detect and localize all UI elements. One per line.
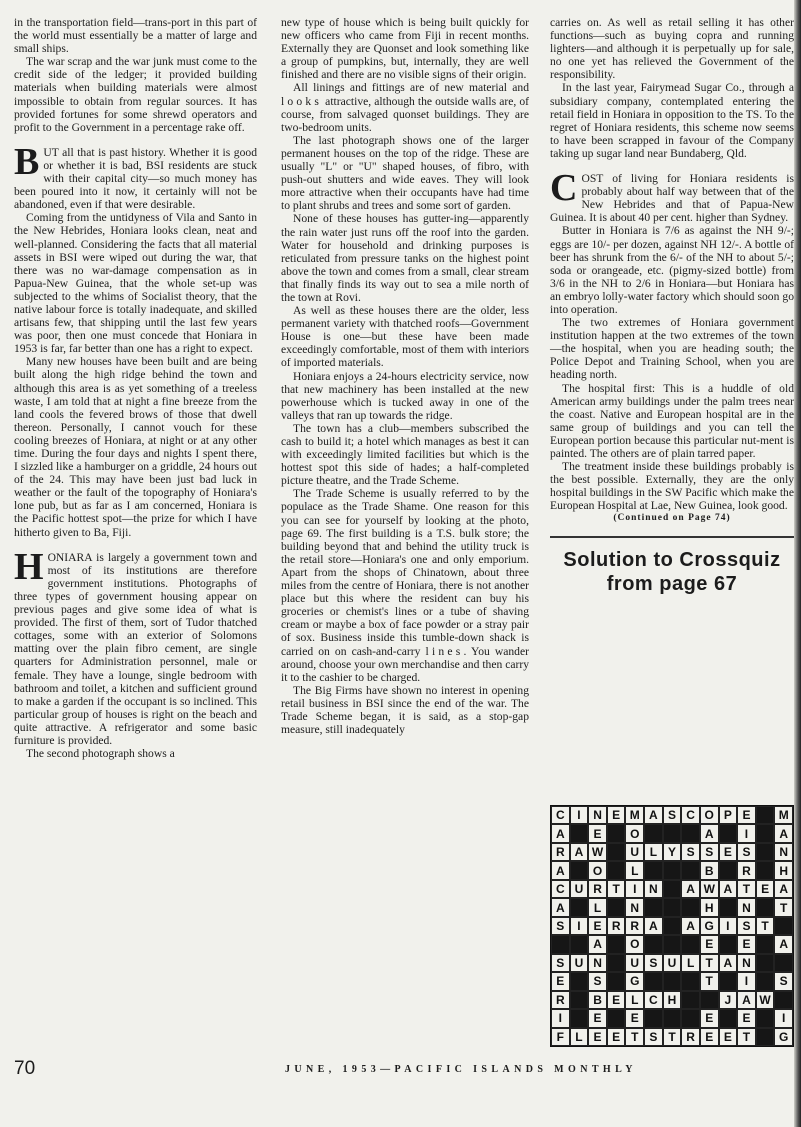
crossword-black-cell xyxy=(756,1009,775,1027)
paragraph: OST of living for Honiara residents is probably about half way between that of the New Hebrides and that of Papua-New Guinea. It is about 40 per cent. higher than Sydney. xyxy=(550,172,794,225)
crossword-black-cell xyxy=(756,954,775,972)
crossword-letter-cell: H xyxy=(700,898,719,916)
crossword-letter-cell: N xyxy=(588,954,607,972)
crossword-black-cell xyxy=(663,861,682,879)
crossword-letter-cell: I xyxy=(570,806,589,824)
paragraph: Butter in Honiara is 7/6 as against the NH 9/-; eggs are 10/- per dozen, against NH 12/-. A bottle of beer has shrunk from the 6/- of the NH to about 5/-; soda or orangeade, etc. (pigmy-sized bottle) from 3/6 in the NH to 2/6 in Honiara—but Honiara has an embryo lolly-water factory which should soon go into operation. xyxy=(550,224,794,316)
crossword-letter-cell: L xyxy=(644,843,663,861)
crossword-letter-cell: A xyxy=(774,880,793,898)
crossword-letter-cell: S xyxy=(737,917,756,935)
crossword-black-cell xyxy=(719,1009,738,1027)
crossword-black-cell xyxy=(607,972,626,990)
crossword-letter-cell: S xyxy=(551,954,570,972)
crossword-black-cell xyxy=(607,935,626,953)
spaced-word: looks xyxy=(281,94,323,108)
crossword-black-cell xyxy=(663,824,682,842)
crossword-letter-cell: E xyxy=(719,843,738,861)
crossword-black-cell xyxy=(681,898,700,916)
drop-cap: B xyxy=(14,140,40,183)
crossword-black-cell xyxy=(607,954,626,972)
crossword-black-cell xyxy=(570,898,589,916)
crossword-letter-cell: N xyxy=(644,880,663,898)
crossword-letter-cell: T xyxy=(663,1028,682,1046)
crossword-black-cell xyxy=(756,935,775,953)
crossword-letter-cell: E xyxy=(737,935,756,953)
crossword-letter-cell: E xyxy=(737,1009,756,1027)
crossword-letter-cell: E xyxy=(700,935,719,953)
crossword-letter-cell: G xyxy=(774,1028,793,1046)
crossword-letter-cell: A xyxy=(719,954,738,972)
crossword-black-cell xyxy=(551,935,570,953)
crossword-black-cell xyxy=(719,935,738,953)
crossword-letter-cell: R xyxy=(737,861,756,879)
crossword-letter-cell: H xyxy=(663,991,682,1009)
crossword-black-cell xyxy=(681,861,700,879)
crossword-letter-cell: N xyxy=(625,898,644,916)
crossword-letter-cell: S xyxy=(663,806,682,824)
crossword-black-cell xyxy=(774,954,793,972)
crossword-black-cell xyxy=(607,861,626,879)
crossword-black-cell xyxy=(570,991,589,1009)
crossword-letter-cell: E xyxy=(625,1009,644,1027)
crossword-black-cell xyxy=(719,824,738,842)
crossword-letter-cell: E xyxy=(700,1009,719,1027)
crossword-black-cell xyxy=(570,824,589,842)
crossword-letter-cell: H xyxy=(774,861,793,879)
crossword-letter-cell: I xyxy=(719,917,738,935)
crossword-letter-cell: R xyxy=(681,1028,700,1046)
crossword-letter-cell: I xyxy=(737,972,756,990)
crossword-letter-cell: I xyxy=(570,917,589,935)
crossword-black-cell xyxy=(644,861,663,879)
crossword-letter-cell: L xyxy=(625,861,644,879)
crossword-black-cell xyxy=(756,972,775,990)
crossword-black-cell xyxy=(681,991,700,1009)
crossword-letter-cell: S xyxy=(551,917,570,935)
section-but xyxy=(14,140,257,539)
crossword-letter-cell: T xyxy=(774,898,793,916)
crossword-black-cell xyxy=(663,972,682,990)
crossword-letter-cell: A xyxy=(551,898,570,916)
crossword-letter-cell: R xyxy=(588,880,607,898)
text-run: . You wander around, choose your own merchandise and then carry it to the cashier to be charged. xyxy=(281,644,529,684)
crossword-letter-cell: O xyxy=(625,935,644,953)
paragraph: in the transportation field—trans-port in this part of the world must essentially be a matter of large and small ships. xyxy=(14,16,257,56)
crossword-letter-cell: A xyxy=(737,991,756,1009)
crossword-black-cell xyxy=(663,898,682,916)
paragraph: Honiara enjoys a 24-hours electricity service, now that new machinery has been installed at the new powerhouse which is tucked away in one of the valleys that ran up towards the ridge. xyxy=(281,369,529,422)
paragraph: The Big Firms have shown no interest in opening retail business in BSI since the end of the war. The Trade Scheme began, it is said, as a stop-gap measure, still inadequately xyxy=(281,683,529,737)
crossword-black-cell xyxy=(719,898,738,916)
article-column-3 xyxy=(550,16,794,596)
crossword-letter-cell: R xyxy=(607,917,626,935)
drop-cap: C xyxy=(550,167,578,210)
crossword-letter-cell: U xyxy=(663,954,682,972)
paragraph xyxy=(281,487,529,683)
crossword-letter-cell: Y xyxy=(663,843,682,861)
crossword-black-cell xyxy=(700,991,719,1009)
crossword-black-cell xyxy=(607,824,626,842)
crossword-black-cell xyxy=(644,824,663,842)
text-run: attractive, although the outside walls are, of course, from salvaged quonset buildings. They are two-bedroom units. xyxy=(281,94,529,134)
crossword-black-cell xyxy=(756,1028,775,1046)
crossword-letter-cell: R xyxy=(551,843,570,861)
crossword-letter-cell: I xyxy=(551,1009,570,1027)
crossword-letter-cell: L xyxy=(570,1028,589,1046)
crossword-letter-cell: S xyxy=(644,1028,663,1046)
crossword-letter-cell: M xyxy=(774,806,793,824)
crossword-letter-cell: E xyxy=(607,806,626,824)
crossword-letter-cell: A xyxy=(551,824,570,842)
page-number: 70 xyxy=(14,1058,36,1079)
crossword-letter-cell: B xyxy=(700,861,719,879)
paragraph: The two extremes of Honiara government institution happen at the two extremes of the town—the hospital, when you are heading south; the Police Depot and Training School, when you are heading north. xyxy=(550,316,794,382)
solution-title-line1: Solution to Crossquiz xyxy=(563,548,781,571)
paragraph: Many new houses have been built and are being built along the high ridge behind the town and although this area is as yet something of a treeless waste, I am told that at night a fine breeze from the land cools the fevered brows of those that dwell thereon. Personally, I cannot vouch for these cooling breezes of Honiara, at night or at any other time. During the four days and nights I spent there, I sizzled like a hamburger on a griddle, 24 hours out of the 24. This may have been just bad luck in weather or the fault of the topography of Honiara's lone pub, but as far as I am concerned, Honiara is the Pacific hottest spot—the prize for which I have hitherto given to Ba, Fiji. xyxy=(14,355,257,539)
crossword-letter-cell: S xyxy=(774,972,793,990)
crossword-black-cell xyxy=(570,972,589,990)
crossword-letter-cell: C xyxy=(551,806,570,824)
paragraph: None of these houses has gutter-ing—apparently the rain water just runs off the roof into the garden. Water for household and drinking purposes is reticulated from pressure tanks on the highest point above the town and comes from a small, clear stream that finally finds its way out to sea a mile north of the town at Rovi. xyxy=(281,212,529,304)
crossword-letter-cell: S xyxy=(588,972,607,990)
crossword-letter-cell: W xyxy=(700,880,719,898)
crossword-letter-cell: U xyxy=(570,880,589,898)
drop-cap: H xyxy=(14,545,44,588)
crossword-letter-cell: E xyxy=(607,1028,626,1046)
crossword-letter-cell: N xyxy=(588,806,607,824)
crossword-letter-cell: N xyxy=(774,843,793,861)
crossword-letter-cell: O xyxy=(588,861,607,879)
crossword-letter-cell: A xyxy=(644,917,663,935)
crossword-black-cell xyxy=(570,935,589,953)
crossword-letter-cell: E xyxy=(588,824,607,842)
crossword-black-cell xyxy=(663,880,682,898)
crossword-letter-cell: T xyxy=(737,880,756,898)
solution-title xyxy=(550,548,794,596)
crossword-black-cell xyxy=(607,1009,626,1027)
spaced-word: lines xyxy=(425,644,464,658)
crossword-black-cell xyxy=(756,898,775,916)
divider xyxy=(550,536,794,538)
crossword-black-cell xyxy=(663,917,682,935)
crossword-black-cell xyxy=(681,1009,700,1027)
crossword-letter-cell: C xyxy=(551,880,570,898)
crossword-black-cell xyxy=(681,824,700,842)
crossword-letter-cell: P xyxy=(719,806,738,824)
crossword-letter-cell: R xyxy=(625,917,644,935)
paragraph: As well as these houses there are the older, less permanent variety with thatched roofs—Government House is one—but these have been made exceedingly comfortable, most of them with interiors of imported materials. xyxy=(281,304,529,370)
article-column-2 xyxy=(281,16,529,736)
crossword-letter-cell: S xyxy=(700,843,719,861)
crossword-letter-cell: M xyxy=(625,806,644,824)
paragraph: The treatment inside these buildings probably is the best possible. Externally, they are the only hospital buildings in the SW Pacific which make the European Hospital at Lae, New Guinea, look good. xyxy=(550,460,794,513)
crossword-letter-cell: A xyxy=(570,843,589,861)
crossword-black-cell xyxy=(644,1009,663,1027)
crossword-letter-cell: T xyxy=(700,954,719,972)
crossword-letter-cell: W xyxy=(588,843,607,861)
paragraph: The second photograph shows a xyxy=(26,747,175,761)
crossword-black-cell xyxy=(607,843,626,861)
crossword-letter-cell: E xyxy=(719,1028,738,1046)
paragraph: The last photograph shows one of the larger permanent houses on the top of the ridge. These are usually "L" or "U" shaped houses, of fibro, with push-out shutters and wide eaves. They will look more attractive when their occupants have had time to plant shrubs and trees and some sort of garden. xyxy=(281,133,529,213)
crossword-letter-cell: A xyxy=(719,880,738,898)
crossword-letter-cell: S xyxy=(644,954,663,972)
crossword-letter-cell: N xyxy=(737,954,756,972)
crossword-letter-cell: U xyxy=(625,843,644,861)
article-column-1 xyxy=(14,16,257,760)
crossword-black-cell xyxy=(570,861,589,879)
crossword-black-cell xyxy=(644,898,663,916)
crossword-black-cell xyxy=(756,843,775,861)
crossword-letter-cell: I xyxy=(774,1009,793,1027)
crossword-black-cell xyxy=(756,824,775,842)
crossword-letter-cell: E xyxy=(551,972,570,990)
paragraph: In the last year, Fairymead Sugar Co., through a subsidiary company, contemplated entering the retail field in Honiara in opposition to the TS. To the regret of Honiara residents, this scheme now seems to have been scrapped in favour of the Company taking up sugar land near Bundaberg, Qld. xyxy=(550,81,794,160)
crossword-letter-cell: L xyxy=(681,954,700,972)
section-cost xyxy=(550,167,794,513)
crossword-letter-cell: B xyxy=(588,991,607,1009)
solution-title-line2: from page 67 xyxy=(606,572,738,595)
crossword-letter-cell: G xyxy=(700,917,719,935)
crossword-letter-cell: N xyxy=(737,898,756,916)
crossword-letter-cell: F xyxy=(551,1028,570,1046)
text-run: The Trade Scheme is usually referred to by the populace as the Trade Shame. One reason for this you can see for yourself by looking at the photo, page 69. The first building is a T.S. bulk store; the building beyond that and behind the utility truck is the retail store—Honiara's one and only emporium. Apart from the shops of Chinatown, about three miles from the centre of Honiara, there is not another place but this where the resident can buy his groceries or chemist's lines or a tube of shaving cream or maybe a box of face powder or a stray pair of sox. Business inside this tumble-down shack is carried on on cash-and-carry xyxy=(281,487,529,658)
paragraph: ONIARA is largely a government town and most of its institutions are therefore government institutions. Photographs of three types of government housing appear on previous pages and give some idea of what is provided. The first of them, sort of Tudor thatched cottages, some with an exterior of Solomons matting over the plain fibro cement, are single quarters for Administration personnel, male or female. They have a lounge, single bedroom with bathroom and toilet, a kitchen and sufficient ground to make a garden if the occupant is so inclined. This particular group of houses is right on the beach and quite attractive. A refrigerator and some basic furniture is provided. xyxy=(14,550,257,747)
crossword-letter-cell: I xyxy=(625,880,644,898)
footer-running-title: JUNE, 1953—PACIFIC ISLANDS MONTHLY xyxy=(285,1064,637,1075)
crossword-letter-cell: T xyxy=(607,880,626,898)
crossword-letter-cell: A xyxy=(551,861,570,879)
crossword-letter-cell: E xyxy=(588,917,607,935)
crossword-letter-cell: A xyxy=(700,824,719,842)
crossword-letter-cell: T xyxy=(737,1028,756,1046)
crossword-black-cell xyxy=(644,972,663,990)
crossword-letter-cell: A xyxy=(681,917,700,935)
crossword-letter-cell: O xyxy=(625,824,644,842)
crossword-letter-cell: U xyxy=(570,954,589,972)
crossword-letter-cell: E xyxy=(756,880,775,898)
crossword-letter-cell: S xyxy=(737,843,756,861)
crossword-letter-cell: A xyxy=(774,935,793,953)
page-footer xyxy=(0,1058,801,1086)
crossword-letter-cell: E xyxy=(607,991,626,1009)
crossword-letter-cell: L xyxy=(588,898,607,916)
crossword-letter-cell: W xyxy=(756,991,775,1009)
crossword-letter-cell: L xyxy=(625,991,644,1009)
crossword-letter-cell: A xyxy=(681,880,700,898)
paragraph: UT all that is past history. Whether it is good or whether it is bad, BSI residents are stuck with their capital city—so much money has been poured into it now, it certainly will not be abandoned, even if that were desirable. xyxy=(14,145,257,212)
page-edge-shadow xyxy=(794,0,801,1127)
crossword-letter-cell: O xyxy=(700,806,719,824)
crossword-black-cell xyxy=(719,861,738,879)
crossword-black-cell xyxy=(663,1009,682,1027)
continued-note: (Continued on Page 74) xyxy=(613,513,731,524)
crossword-black-cell xyxy=(644,935,663,953)
paragraph: The hospital first: This is a huddle of old American army buildings under the palm trees near the coast. Native and European hospital are in the same group of buildings and you can tell the European portion because this particular nut-ment is painted. The others are of plain tarred paper. xyxy=(550,381,794,460)
crossword-black-cell xyxy=(681,972,700,990)
crossword-letter-cell: T xyxy=(700,972,719,990)
crossword-grid xyxy=(550,805,794,1047)
crossword-letter-cell: I xyxy=(737,824,756,842)
crossword-letter-cell: A xyxy=(588,935,607,953)
crossword-letter-cell: R xyxy=(551,991,570,1009)
crossword-letter-cell: C xyxy=(681,806,700,824)
crossword-black-cell xyxy=(756,806,775,824)
paragraph: new type of house which is being built quickly for new officers who came from Fiji in recent months. Externally they are Quonset and look something like a group of pumpkins, but, internally, they are well finished and there are no visible signs of their origin. xyxy=(281,16,529,82)
crossword-black-cell xyxy=(719,972,738,990)
crossword-letter-cell: T xyxy=(625,1028,644,1046)
crossword-letter-cell: T xyxy=(756,917,775,935)
crossword-black-cell xyxy=(607,898,626,916)
crossword-black-cell xyxy=(774,991,793,1009)
crossword-letter-cell: E xyxy=(588,1028,607,1046)
crossword-letter-cell: E xyxy=(737,806,756,824)
crossword-black-cell xyxy=(570,1009,589,1027)
crossword-letter-cell: A xyxy=(774,824,793,842)
crossword-black-cell xyxy=(774,917,793,935)
crossword-letter-cell: A xyxy=(644,806,663,824)
crossword-black-cell xyxy=(756,861,775,879)
paragraph: The town has a club—members subscribed the cash to build it; a hotel which manages as best it can with exceedingly limited facilities but which is the hottest spot this side of hades; a half-completed picture theatre, and the Trade Scheme. xyxy=(281,421,529,488)
crossword-black-cell xyxy=(663,935,682,953)
paragraph: The war scrap and the war junk must come to the credit side of the ledger; it provided building materials when building materials were almost impossible to obtain from regular sources. It has provided fortunes for some shrewd operators and profit to the Government in a percentage rake off. xyxy=(14,55,257,134)
crossword-black-cell xyxy=(681,935,700,953)
text-run: All linings and fittings are of new material and xyxy=(293,81,529,95)
crossword-letter-cell: G xyxy=(625,972,644,990)
crossword-letter-cell: S xyxy=(681,843,700,861)
paragraph xyxy=(281,81,529,133)
paragraph: carries on. As well as retail selling it has other functions—such as buying copra and running lighters—and although it is perpetually up for sale, no one yet has relieved the Government of the responsibility. xyxy=(550,16,794,82)
crossword-letter-cell: E xyxy=(588,1009,607,1027)
crossword-letter-cell: U xyxy=(625,954,644,972)
crossword-letter-cell: E xyxy=(700,1028,719,1046)
section-honiara xyxy=(14,545,257,761)
paragraph: Coming from the untidyness of Vila and Santo in the New Hebrides, Honiara looks clean, neat and well-planned. Considering the facts that all material assets in BSI were wiped out during the war, that there was no war-damage compensation as in Papua-New Guinea, that the whole set-up was subjected to the whims of Socialist theory, that the native labour force is totally inadequate, and skilled artisans few, that shipping until the last few years was poor, then one must concede that Honiara in 1953 is far, far better than one has a right to expect. xyxy=(14,211,257,356)
crossword-letter-cell: C xyxy=(644,991,663,1009)
crossword-letter-cell: J xyxy=(719,991,738,1009)
